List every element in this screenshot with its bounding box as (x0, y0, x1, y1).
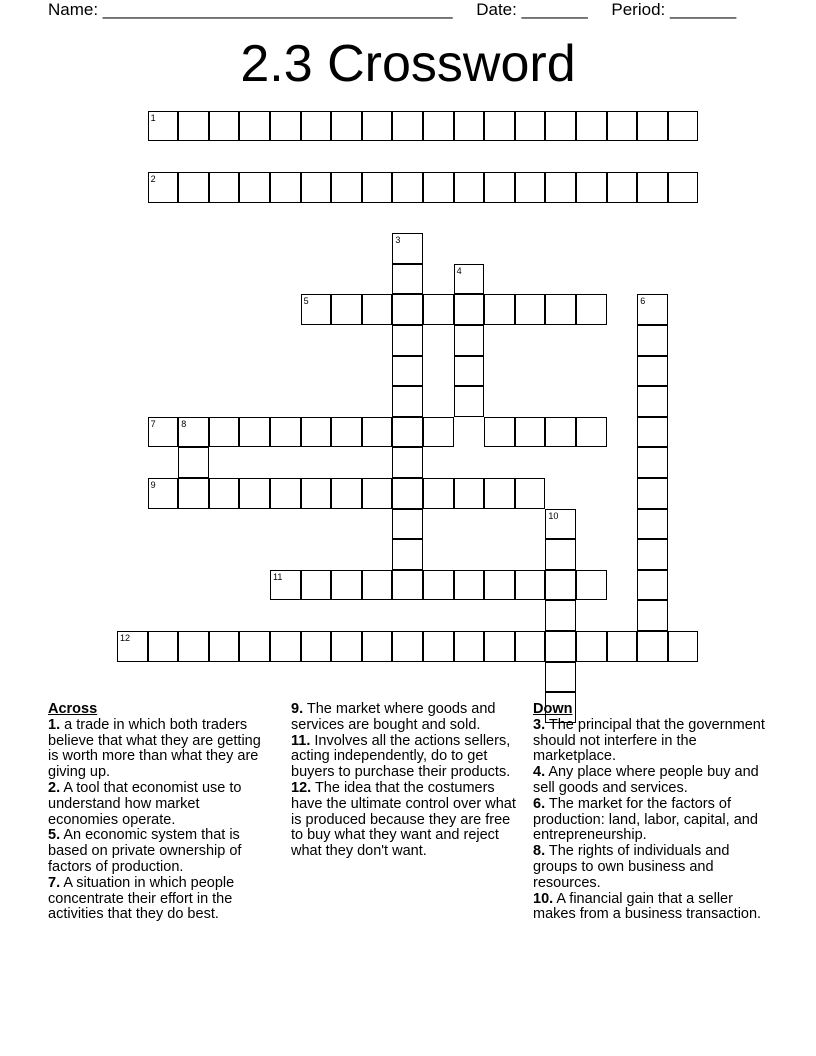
grid-cell[interactable] (423, 294, 454, 325)
clue-number: 6 (640, 296, 646, 307)
grid-cell[interactable] (545, 111, 576, 142)
grid-cell[interactable] (239, 631, 270, 662)
grid-cell[interactable] (392, 264, 423, 295)
grid-cell[interactable] (392, 447, 423, 478)
grid-cell[interactable] (331, 478, 362, 509)
grid-cell[interactable] (392, 294, 423, 325)
grid-cell[interactable] (576, 417, 607, 448)
grid-cell[interactable] (270, 111, 301, 142)
grid-cell[interactable] (515, 631, 546, 662)
grid-cell[interactable] (637, 478, 668, 509)
grid-cell[interactable] (515, 294, 546, 325)
grid-cell[interactable] (515, 570, 546, 601)
across-clue-5: 5. An economic system that is based on private ownership of factors of production. (48, 827, 242, 875)
grid-cell[interactable] (178, 111, 209, 142)
clue-number: 5 (303, 296, 309, 307)
grid-cell[interactable] (362, 570, 393, 601)
grid-cell[interactable] (545, 662, 576, 693)
grid-cell[interactable] (362, 478, 393, 509)
grid-cell[interactable] (392, 356, 423, 387)
grid-cell[interactable] (515, 478, 546, 509)
grid-cell[interactable] (637, 172, 668, 203)
header-fields: Name: _____________________________________ Date: _______ Period: _______ (48, 0, 737, 19)
down-clue-3: 3. The principal that the government should not interfere in the marketplace. (533, 716, 765, 765)
across-clue-11: 11. Involves all the actions sellers, acting independently, do to get buyers to purchase their products. (291, 732, 511, 781)
grid-cell[interactable] (515, 111, 546, 142)
grid-cell[interactable] (239, 417, 270, 448)
grid-cell[interactable] (178, 447, 209, 478)
grid-cell[interactable] (392, 539, 423, 570)
grid-cell[interactable] (454, 172, 485, 203)
grid-cell[interactable] (637, 111, 668, 142)
grid-cell[interactable] (392, 478, 423, 509)
grid-cell[interactable] (454, 264, 485, 295)
grid-cell[interactable] (270, 570, 301, 601)
grid-cell[interactable] (454, 631, 485, 662)
grid-cell[interactable] (637, 631, 668, 662)
grid-cell[interactable] (484, 417, 515, 448)
grid-cell[interactable] (148, 417, 179, 448)
grid-cell[interactable] (270, 172, 301, 203)
grid-cell[interactable] (637, 325, 668, 356)
grid-cell[interactable] (545, 539, 576, 570)
clue-number: 7 (150, 418, 156, 429)
grid-cell[interactable] (362, 294, 393, 325)
clue-number: 3 (395, 235, 401, 246)
grid-cell[interactable] (392, 233, 423, 264)
grid-cell[interactable] (576, 294, 607, 325)
grid-cell[interactable] (668, 111, 699, 142)
grid-cell[interactable] (607, 631, 638, 662)
grid-cell[interactable] (148, 111, 179, 142)
grid-cell[interactable] (178, 172, 209, 203)
grid-cell[interactable] (484, 478, 515, 509)
grid-cell[interactable] (178, 478, 209, 509)
grid-cell[interactable] (362, 631, 393, 662)
grid-cell[interactable] (117, 631, 148, 662)
clue-number: 10 (548, 510, 559, 521)
grid-cell[interactable] (484, 294, 515, 325)
grid-cell[interactable] (239, 478, 270, 509)
across-clues-column-1 (48, 702, 273, 923)
clue-number: 9 (150, 480, 156, 490)
grid-cell[interactable] (545, 570, 576, 601)
grid-cell[interactable] (270, 478, 301, 509)
grid-cell[interactable] (270, 631, 301, 662)
down-clue-10: 10. A financial gain that a seller makes from a business transaction. (533, 890, 762, 923)
grid-cell[interactable] (576, 631, 607, 662)
grid-cell[interactable] (392, 172, 423, 203)
grid-cell[interactable] (178, 631, 209, 662)
grid-cell[interactable] (454, 325, 485, 356)
grid-cell[interactable] (668, 172, 699, 203)
across-clue-7: 7. A situation in which people concentrate their effort in the activities that they do best. (48, 874, 235, 923)
grid-cell[interactable] (484, 570, 515, 601)
grid-cell[interactable] (362, 111, 393, 142)
grid-cell[interactable] (392, 386, 423, 417)
grid-cell[interactable] (668, 631, 699, 662)
grid-cell[interactable] (209, 478, 240, 509)
grid-cell[interactable] (454, 111, 485, 142)
grid-cell[interactable] (607, 172, 638, 203)
grid-cell[interactable] (454, 570, 485, 601)
grid-cell[interactable] (331, 294, 362, 325)
grid-cell[interactable] (423, 478, 454, 509)
clue-number: 12 (120, 633, 131, 643)
down-clue-8: 8. The rights of individuals and groups to own business and resources. (533, 843, 730, 891)
grid-cell[interactable] (301, 631, 332, 662)
page-title: 2.3 Crossword (240, 35, 576, 93)
grid-cell[interactable] (637, 509, 668, 540)
grid-cell[interactable] (515, 417, 546, 448)
clue-number: 11 (273, 571, 283, 582)
down-heading: Down (533, 701, 573, 717)
grid-cell[interactable] (209, 111, 240, 142)
grid-cell[interactable] (576, 570, 607, 601)
grid-cell[interactable] (423, 417, 454, 448)
down-clues-column (533, 702, 773, 923)
grid-cell[interactable] (454, 386, 485, 417)
grid-cell[interactable] (148, 631, 179, 662)
across-clue-9: 9. The market where goods and services are bought and sold. (291, 701, 496, 733)
grid-cell[interactable] (301, 570, 332, 601)
grid-cell[interactable] (484, 631, 515, 662)
grid-cell[interactable] (515, 172, 546, 203)
across-clues-column-2 (291, 702, 521, 860)
grid-cell[interactable] (301, 417, 332, 448)
clue-number: 1 (150, 112, 156, 123)
grid-cell[interactable] (423, 631, 454, 662)
grid-cell[interactable] (362, 172, 393, 203)
grid-cell[interactable] (301, 172, 332, 203)
grid-cell[interactable] (637, 570, 668, 601)
grid-cell[interactable] (301, 111, 332, 142)
grid-cell[interactable] (454, 478, 485, 509)
down-clue-6: 6. The market for the factors of production: land, labor, capital, and entrepreneurship. (533, 795, 758, 844)
grid-cell[interactable] (545, 600, 576, 631)
clue-number: 2 (150, 174, 156, 184)
across-clue-1: 1. a trade in which both traders believe that what they are getting is worth more than what they are giving up. (48, 716, 261, 781)
grid-cell[interactable] (270, 417, 301, 448)
grid-cell[interactable] (637, 356, 668, 387)
grid-cell[interactable] (637, 417, 668, 448)
grid-cell[interactable] (545, 631, 576, 662)
grid-cell[interactable] (423, 570, 454, 601)
across-clue-2: 2. A tool that economist use to understand how market economies operate. (48, 779, 242, 828)
grid-cell[interactable] (637, 600, 668, 631)
across-clue-12: 12. The idea that the costumers have the ultimate control over what is produced because they are free to buy what they want and reject what they don't want. (291, 779, 516, 860)
grid-cell[interactable] (637, 447, 668, 478)
grid-cell[interactable] (331, 570, 362, 601)
grid-cell[interactable] (392, 631, 423, 662)
grid-cell[interactable] (545, 172, 576, 203)
grid-cell[interactable] (239, 111, 270, 142)
grid-cell[interactable] (209, 631, 240, 662)
grid-cell[interactable] (423, 172, 454, 203)
grid-cell[interactable] (484, 172, 515, 203)
grid-cell[interactable] (331, 417, 362, 448)
grid-cell[interactable] (545, 417, 576, 448)
grid-cell[interactable] (484, 111, 515, 142)
grid-cell[interactable] (178, 417, 209, 448)
grid-cell[interactable] (392, 111, 423, 142)
grid-cell[interactable] (637, 539, 668, 570)
grid-cell[interactable] (392, 509, 423, 540)
grid-cell[interactable] (637, 294, 668, 325)
grid-cell[interactable] (392, 570, 423, 601)
grid-cell[interactable] (148, 478, 179, 509)
grid-cell[interactable] (423, 111, 454, 142)
grid-cell[interactable] (362, 417, 393, 448)
grid-cell[interactable] (148, 172, 179, 203)
grid-cell[interactable] (454, 294, 485, 325)
grid-cell[interactable] (209, 172, 240, 203)
grid-cell[interactable] (239, 172, 270, 203)
grid-cell[interactable] (576, 172, 607, 203)
grid-cell[interactable] (209, 417, 240, 448)
grid-cell[interactable] (576, 111, 607, 142)
across-heading: Across (48, 701, 98, 717)
grid-cell[interactable] (301, 478, 332, 509)
clue-number: 8 (181, 418, 187, 429)
grid-cell[interactable] (545, 509, 576, 540)
grid-cell[interactable] (607, 111, 638, 142)
grid-cell[interactable] (331, 111, 362, 142)
grid-cell[interactable] (392, 325, 423, 356)
grid-cell[interactable] (637, 386, 668, 417)
grid-cell[interactable] (301, 294, 332, 325)
clue-number: 4 (456, 265, 462, 276)
grid-cell[interactable] (331, 631, 362, 662)
grid-cell[interactable] (392, 417, 423, 448)
grid-cell[interactable] (331, 172, 362, 203)
grid-cell[interactable] (545, 294, 576, 325)
down-clue-4: 4. Any place where people buy and sell goods and services. (533, 764, 759, 796)
grid-cell[interactable] (454, 356, 485, 387)
